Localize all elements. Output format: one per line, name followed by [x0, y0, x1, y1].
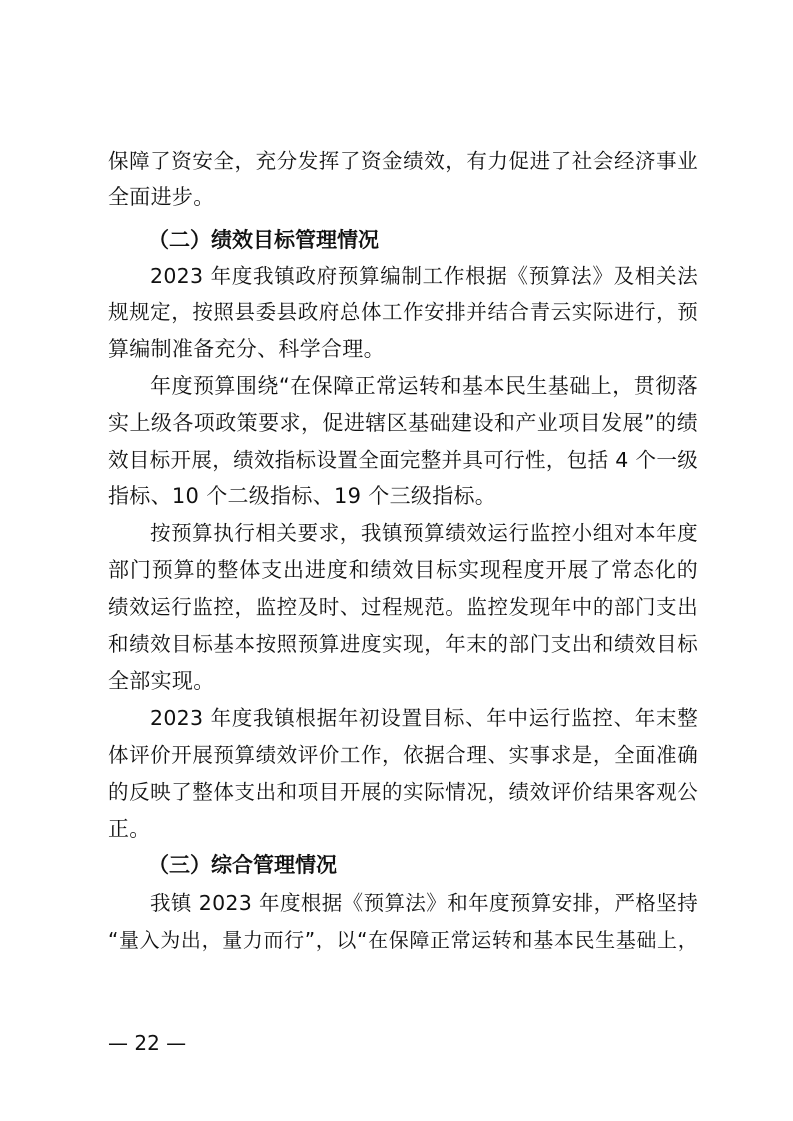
- paragraph-3-line-3: 效目标开展，绩效指标设置全面完整并具可行性，包括 4 个一级: [108, 448, 698, 472]
- paragraph-4-line-5: 全部实现。: [108, 669, 215, 693]
- paragraph-5-line-4: 正。: [108, 817, 151, 841]
- paragraph-3-line-2: 实上级各项政策要求，促进辖区基础建设和产业项目发展”的绩: [108, 411, 698, 435]
- page-number: — 22 —: [108, 1031, 187, 1055]
- paragraph-5-line-3: 的反映了整体支出和项目开展的实际情况，绩效评价结果客观公: [108, 780, 698, 804]
- paragraph-2-line-2: 规规定，按照县委县政府总体工作安排并结合青云实际进行，预: [108, 300, 698, 324]
- section-heading-3: （三）综合管理情况: [148, 853, 337, 877]
- section-heading-2: （二）绩效目标管理情况: [148, 228, 379, 252]
- paragraph-2-line-3: 算编制准备充分、科学合理。: [108, 337, 385, 361]
- paragraph-5-line-1: 2023 年度我镇根据年初设置目标、年中运行监控、年末整: [150, 706, 698, 730]
- paragraph-1-line-1: 保障了资安全，充分发挥了资金绩效，有力促进了社会经济事业: [108, 149, 698, 173]
- paragraph-1-line-2: 全面进步。: [108, 185, 215, 209]
- paragraph-4-line-4: 和绩效目标基本按照预算进度实现，年末的部门支出和绩效目标: [108, 632, 698, 656]
- paragraph-4-line-2: 部门预算的整体支出进度和绩效目标实现程度开展了常态化的: [108, 558, 698, 582]
- paragraph-4-line-3: 绩效运行监控，监控及时、过程规范。监控发现年中的部门支出: [108, 595, 698, 619]
- paragraph-6-line-2: “量入为出，量力而行”，以“在保障正常运转和基本民生基础上，: [108, 928, 698, 952]
- paragraph-3-line-4: 指标、10 个二级指标、19 个三级指标。: [108, 484, 497, 508]
- paragraph-4-line-1: 按预算执行相关要求，我镇预算绩效运行监控小组对本年度: [150, 521, 698, 545]
- paragraph-2-line-1: 2023 年度我镇政府预算编制工作根据《预算法》及相关法: [150, 264, 698, 288]
- paragraph-3-line-1: 年度预算围绕“在保障正常运转和基本民生基础上，贯彻落: [150, 374, 698, 398]
- paragraph-5-line-2: 体评价开展预算绩效评价工作，依据合理、实事求是，全面准确: [108, 743, 698, 767]
- paragraph-6-line-1: 我镇 2023 年度根据《预算法》和年度预算安排，严格坚持: [150, 891, 698, 915]
